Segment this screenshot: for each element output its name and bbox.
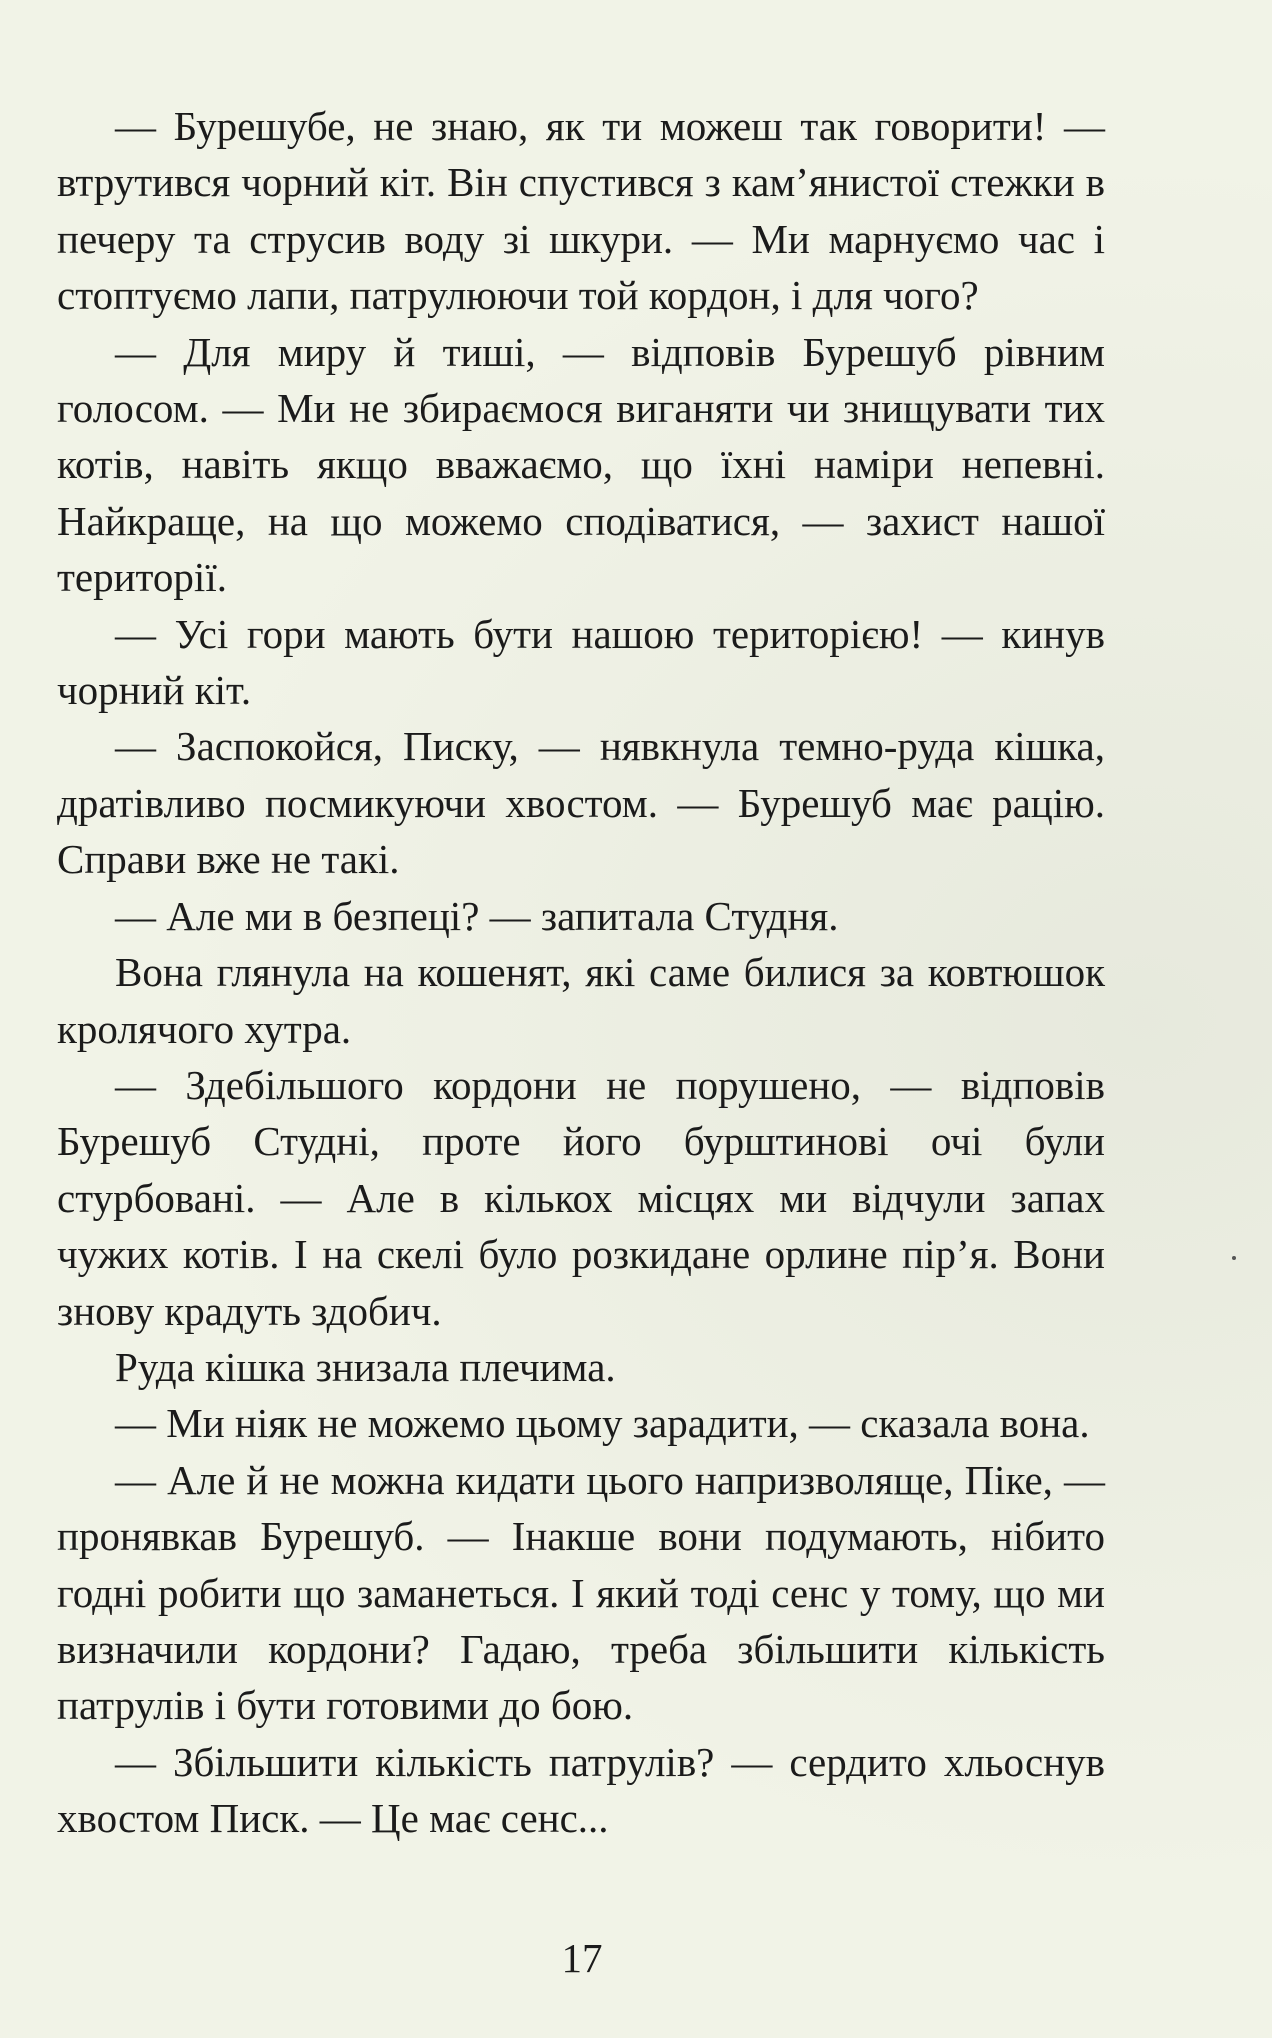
paragraph: Руда кішка знизала плечима. [115, 1343, 616, 1390]
paragraph: — Збільшити кількість патрулів? — сердито хльоснув хвостом Писк. — Це має сенс... [57, 1738, 1105, 1842]
paragraph: — Для миру й тиші, — відповів Бурешуб рівним голосом. — Ми не збираємося виганяти чи знищувати тих котів, навіть якщо вважаємо, що їхні наміри непевні. Найкраще, на що можемо сподіватися, — захист нашої території. [57, 328, 1105, 601]
paragraph: Вона глянула на кошенят, які саме билися за ковтюшок кролячого хутра. [57, 949, 1105, 1052]
paragraph: — Здебільшого кордони не порушено, — відповів Бурешуб Студні, проте його бурштинові очі були стурбовані. — Але в кількох місцях ми відчули запах чужих котів. І на скелі було розкидане орлине пір’я. Вони знову крадуть здобич. [57, 1061, 1105, 1334]
paragraph: — Ми ніяк не можемо цьому зарадити, — сказала вона. [115, 1400, 1090, 1447]
paragraph: — Усі гори мають бути нашою територією! — кинув чорний кіт. [57, 610, 1105, 714]
paragraph: — Але ми в безпеці? — запитала Студня. [115, 892, 839, 939]
paragraph: — Заспокойся, Писку, — нявкнула темно-руда кішка, дратівливо посмикуючи хвостом. — Бурешуб має рацію. Справи вже не такі. [57, 723, 1105, 883]
page-number: 17 [561, 1935, 603, 1981]
paper-speck [1232, 1256, 1236, 1260]
paragraph: — Бурешубе, не знаю, як ти можеш так говорити! — втрутився чорний кіт. Він спустився з кам’янистої стежки в печеру та струсив воду зі шкури. — Ми марнуємо час і стоптуємо лапи, патрулюючи той кордон, і для чого? [57, 103, 1105, 319]
page-body [57, 98, 1105, 1847]
paragraph: — Але й не можна кидати цього напризволяще, Піке, — пронявкав Бурешуб. — Інакше вони подумають, нібито годні робити що заманеться. І який тоді сенс у тому, що ми визначили кордони? Гадаю, треба збільшити кількість патрулів і бути готовими до бою. [57, 1456, 1105, 1729]
